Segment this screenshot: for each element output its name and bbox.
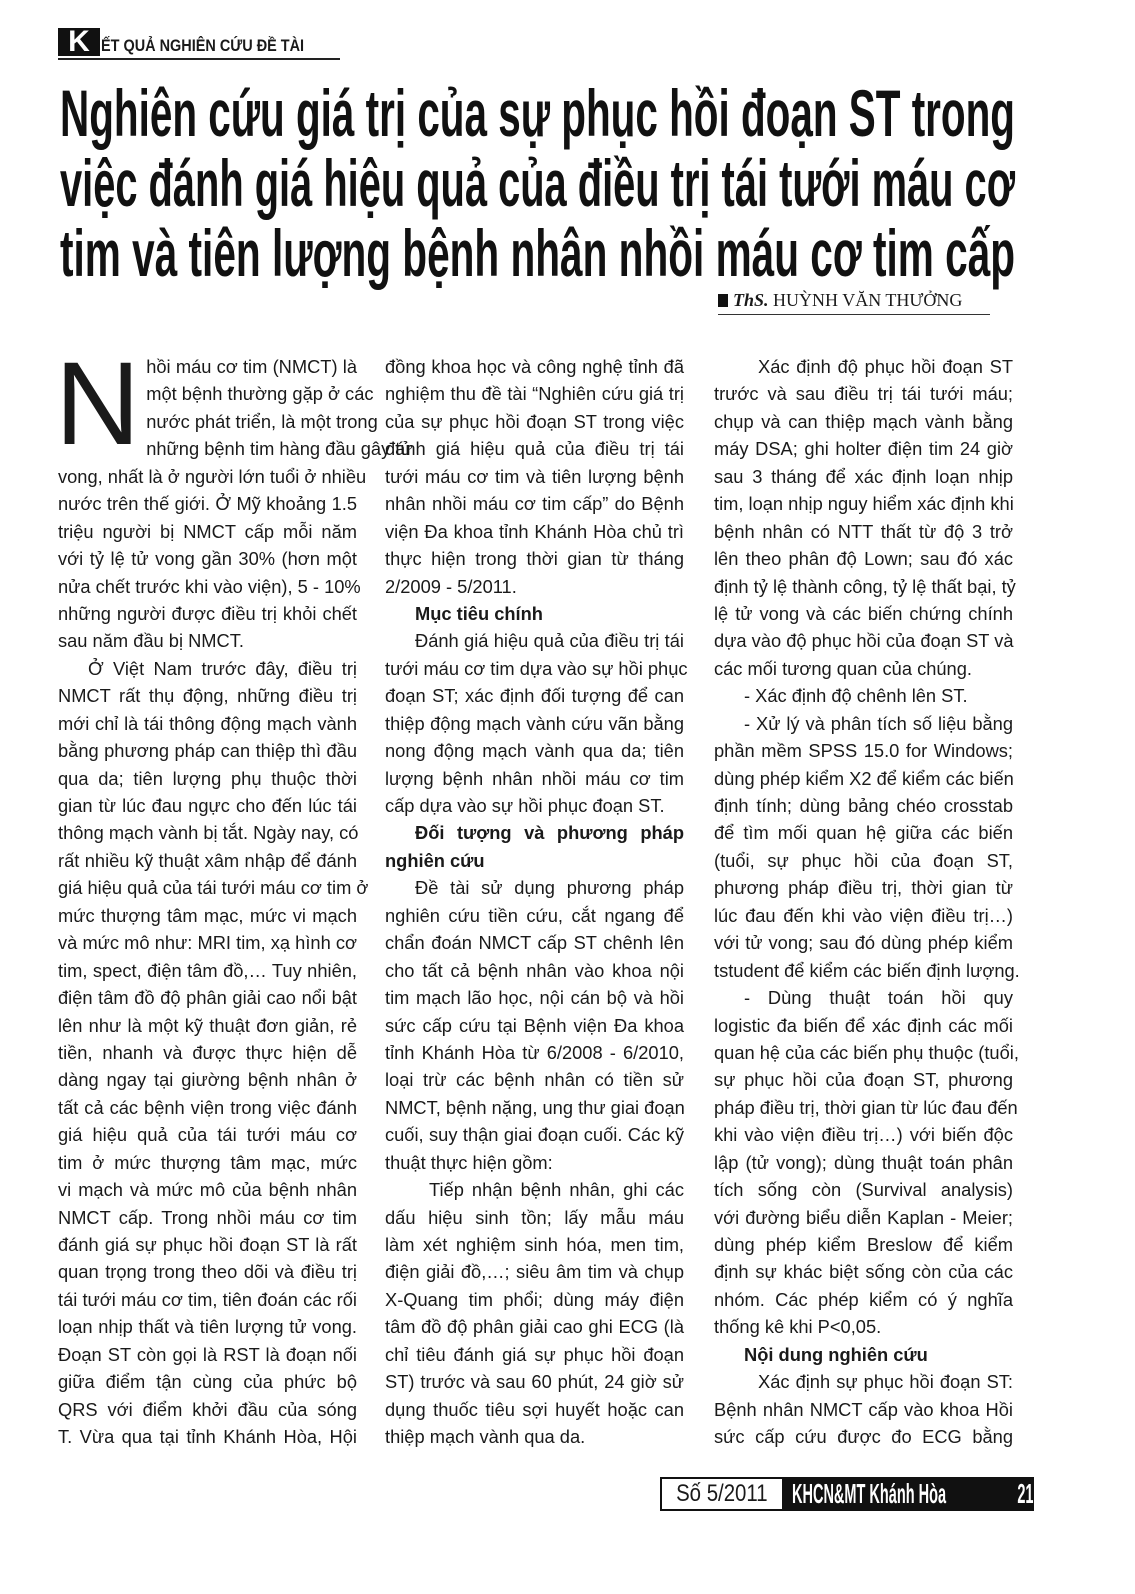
- text-line: thông mạch vành bị tắt. Ngày nay, có: [58, 822, 359, 844]
- text-line: quan trọng trong theo dõi và điều trị: [58, 1261, 357, 1283]
- text-column-2: [385, 353, 688, 1451]
- text-line: (tuổi, sự phục hồi của đoạn ST,: [714, 849, 1013, 871]
- text-line: NMCT rất thụ động, những điều trị: [58, 685, 357, 707]
- text-line: tstudent để kiểm các biến định lượng.: [714, 959, 1020, 981]
- text-line: và mức mô như: MRI tim, xạ hình cơ: [58, 932, 357, 954]
- text-line: NMCT, bệnh nặng, ung thư giai đoạn: [385, 1096, 685, 1118]
- paragraph: [714, 984, 1019, 1341]
- text-line: thiệp động mạch vành cứu vãn bằng: [385, 712, 684, 734]
- text-line: nhóm. Các phép kiểm có ý nghĩa: [714, 1288, 1013, 1310]
- text-column-3: [714, 353, 1020, 1451]
- text-line: Đoạn ST còn gọi là RST là đoạn nối: [58, 1343, 357, 1365]
- text-line: với tử vong; sau đó dùng phép kiểm: [714, 932, 1013, 954]
- text-line: sự phục hồi của đoạn ST, phương: [714, 1069, 1013, 1091]
- text-line: điện giải đồ,…; siêu âm tim và chụp: [385, 1261, 684, 1283]
- text-line: Xác định độ phục hồi đoạn ST: [758, 356, 1013, 377]
- paragraph: [55, 338, 413, 655]
- text-line: phương pháp điều trị, thời gian từ: [714, 877, 1013, 899]
- text-line: tâm đồ độ phân giải cao ghi ECG (là: [385, 1316, 684, 1338]
- square-bullet-icon: [718, 294, 728, 307]
- text-line: hồi máu cơ tim (NMCT) là: [146, 356, 357, 377]
- text-line: nửa chết trước khi vào viện), 5 - 10%: [58, 575, 361, 597]
- text-line: nghiên cứu tiền cứu, cắt ngang để: [385, 904, 684, 926]
- text-line: lệ tử vong và các biến chứng chính: [714, 602, 1013, 624]
- issue-label: Số 5/2011: [676, 1480, 768, 1507]
- text-line: thiệp mạch vành qua da.: [385, 1426, 586, 1448]
- text-line: nước trên thế giới. Ở Mỹ khoảng 1.5: [58, 493, 357, 515]
- text-line: nhân nhồi máu cơ tim cấp” do Bệnh: [385, 493, 684, 515]
- text-line: dụng thuốc tiêu sợi huyết hoặc can: [385, 1398, 684, 1420]
- text-line: loạn nhịp thất và tiên lượng tử vong.: [58, 1316, 357, 1338]
- text-line: tim ở mức thượng tâm mạc, mức: [58, 1151, 357, 1173]
- text-line: loại trừ các bệnh nhân có tiền sử: [385, 1069, 684, 1091]
- text-line: khi vào viện điều trị…) với biến độc: [714, 1124, 1013, 1146]
- text-line: đồng khoa học và công nghệ tỉnh đã: [385, 356, 684, 377]
- text-line: Nội dung nghiên cứu: [744, 1343, 928, 1365]
- text-line: của sự phục hồi đoạn ST trong việc: [385, 410, 684, 432]
- text-line: logistic đa biến để xác định các mối: [714, 1014, 1013, 1036]
- magazine-name: KHCN&MT Khánh Hòa: [791, 1478, 946, 1509]
- text-line: triệu người bị NMCT cấp mỗi năm: [58, 520, 357, 542]
- page-number: 21: [1016, 1478, 1033, 1509]
- text-line: các mối tương quan của chúng.: [714, 657, 972, 679]
- text-line: gian từ lúc đau ngực cho đến lúc tái: [58, 795, 357, 816]
- text-line: Tiếp nhận bệnh nhân, ghi các: [429, 1179, 684, 1201]
- section-heading: [385, 600, 684, 627]
- text-line: NMCT cấp. Trong nhồi máu cơ tim: [58, 1206, 357, 1228]
- text-line: chụp và can thiệp mạch vành bằng: [714, 410, 1013, 432]
- section-heading: [714, 1341, 1013, 1368]
- text-line: tái tưới máu cơ tim, tiên đoán các rối: [58, 1288, 357, 1310]
- text-line: tích sống còn (Survival analysis): [714, 1179, 1013, 1201]
- text-line: làm xét nghiệm sinh hóa, men tim,: [385, 1234, 684, 1255]
- text-column-1: [55, 338, 413, 1451]
- section-heading: [385, 819, 684, 874]
- text-line: định tỷ lệ thành công, tỷ lệ thất bại, tỷ: [714, 575, 1016, 597]
- text-line: viện Đa khoa tỉnh Khánh Hòa chủ trì: [385, 520, 684, 542]
- section-label: ẾT QUẢ NGHIÊN CỨU ĐỀ TÀI: [101, 36, 305, 55]
- text-line: X-Quang tim phổi; dùng máy điện: [385, 1288, 684, 1310]
- text-line: đánh giá sự phục hồi đoạn ST là rất: [58, 1234, 357, 1255]
- text-line: đoạn ST; xác định đối tượng để can: [385, 685, 684, 707]
- text-line: quan hệ của các biến phụ thuộc (tuổi,: [714, 1041, 1019, 1063]
- title-line: tim và tiên lượng bệnh nhân nhồi máu cơ tim cấp: [60, 216, 1015, 290]
- text-line: những người được điều trị khỏi chết: [58, 602, 357, 624]
- text-line: điện tâm đồ độ phân giải cao nổi bật: [58, 987, 357, 1009]
- text-line: Đối tượng và phương pháp: [415, 822, 684, 844]
- text-line: phần mềm SPSS 15.0 for Windows;: [714, 740, 1013, 762]
- text-line: giá hiệu quả của tái tưới máu cơ: [58, 1124, 357, 1146]
- section-initial: K: [58, 28, 100, 56]
- paragraph: [385, 627, 688, 819]
- text-line: chỉ tiêu đánh giá sự phục hồi đoạn: [385, 1343, 684, 1365]
- paragraph: [714, 1368, 1013, 1450]
- text-line: tất cả các bệnh viện trong việc đánh: [58, 1096, 357, 1118]
- text-line: vi mạch và mức mô của bệnh nhân: [58, 1179, 357, 1201]
- paragraph: [58, 655, 369, 1451]
- paragraph: [385, 1176, 684, 1450]
- text-line: thực hiện trong thời gian từ tháng: [385, 548, 684, 570]
- text-line: sau 3 tháng để xác định loạn nhịp: [714, 465, 1013, 487]
- text-line: - Xác định độ chênh lên ST.: [744, 685, 968, 707]
- text-line: tim mạch lão học, nội cán bộ và hồi: [385, 987, 684, 1009]
- text-line: - Xử lý và phân tích số liệu bằng: [744, 712, 1013, 734]
- text-line: để tìm mối quan hệ giữa các biến: [714, 822, 1013, 844]
- paragraph: [714, 682, 1013, 709]
- text-line: chẩn đoán NMCT cấp ST chênh lên: [385, 932, 684, 954]
- text-line: dấu hiệu sinh tồn; lấy mẫu máu: [385, 1206, 684, 1228]
- author-name: HUỲNH VĂN THƯỞNG: [773, 290, 963, 310]
- paragraph: [385, 353, 684, 600]
- text-line: Đề tài sử dụng phương pháp: [415, 877, 684, 899]
- text-line: tưới máu cơ tim và tiên lượng bệnh: [385, 465, 684, 487]
- text-line: dàng ngay tại giường bệnh nhân ở: [58, 1069, 357, 1091]
- text-line: dùng phép kiểm Breslow để kiểm: [714, 1234, 1013, 1255]
- issue-number: [660, 1477, 784, 1511]
- text-line: mới chỉ là tái thông động mạch vành: [58, 712, 357, 734]
- text-line: vong, nhất là ở người lớn tuổi ở nhiều: [58, 465, 367, 487]
- text-line: cấp dựa vào sự hồi phục đoạn ST.: [385, 795, 665, 816]
- text-line: định sự khác biệt sống còn của các: [714, 1261, 1013, 1283]
- text-line: cuối, suy thận giai đoạn cuối. Các kỹ: [385, 1124, 684, 1146]
- article-title: [60, 78, 1020, 288]
- drop-cap: N: [55, 338, 141, 470]
- text-line: dựa vào độ phục hồi của đoạn ST và: [714, 630, 1014, 652]
- text-line: sức cấp cứu tại Bệnh viện Đa khoa: [385, 1014, 684, 1036]
- text-line: tiền, nhanh và được thực hiện dễ: [58, 1041, 357, 1063]
- magazine-banner: [784, 1477, 1034, 1511]
- section-header: [58, 25, 340, 60]
- text-line: nong động mạch vành qua da; tiên: [385, 740, 684, 762]
- text-line: Xác định sự phục hồi đoạn ST:: [758, 1371, 1013, 1393]
- text-line: bệnh nhân có NTT thất từ độ 3 trở: [714, 520, 1013, 542]
- text-line: lập (tử vong); dùng thuật toán phân: [714, 1151, 1013, 1173]
- text-line: dùng phép kiểm X2 để kiểm các biến: [714, 767, 1014, 789]
- text-line: với đường biểu diễn Kaplan - Meier;: [714, 1206, 1013, 1228]
- paragraph: [385, 874, 684, 1176]
- text-line: ST) trước và sau 60 phút, 24 giờ sử: [385, 1371, 684, 1393]
- text-line: máy DSA; ghi holter điện tim 24 giờ: [714, 438, 1013, 460]
- text-line: qua da; tiên lượng phụ thuộc thời: [58, 767, 357, 789]
- text-line: Bệnh nhân NMCT cấp vào khoa Hồi: [714, 1398, 1013, 1420]
- text-line: mức thượng tâm mạc, mức vi mạch: [58, 904, 357, 926]
- text-line: Ở Việt Nam trước đây, điều trị: [88, 657, 357, 679]
- text-line: đánh giá hiệu quả của điều trị tái: [385, 438, 684, 460]
- text-line: những bệnh tim hàng đầu gây tử: [146, 438, 413, 460]
- text-line: một bệnh thường gặp ở các: [146, 383, 374, 405]
- paragraph: [714, 353, 1016, 682]
- text-line: Đánh giá hiệu quả của điều trị tái: [415, 630, 684, 652]
- text-line: nước phát triển, là một trong: [146, 410, 378, 432]
- text-line: Mục tiêu chính: [415, 602, 543, 624]
- text-line: giữa điểm tận cùng của phức bộ: [58, 1371, 357, 1393]
- text-line: tim, spect, điện tâm đồ,… Tuy nhiên,: [58, 959, 357, 981]
- author-byline: [718, 290, 990, 315]
- text-line: tỉnh Khánh Hòa từ 6/2008 - 6/2010,: [385, 1041, 684, 1063]
- text-line: giá hiệu quả của tái tưới máu cơ tim ở: [58, 877, 369, 899]
- author-degree: ThS.: [733, 290, 769, 310]
- text-line: thuật thực hiện gồm:: [385, 1151, 553, 1173]
- text-line: cho tất cả bệnh nhân vào khoa nội: [385, 959, 684, 981]
- text-line: lúc đau đến khi vào viện điều trị…): [714, 904, 1013, 926]
- title-line: Nghiên cứu giá trị của sự phục hồi đoạn ST trong: [60, 76, 1015, 150]
- text-line: nghiệm thu đề tài “Nghiên cứu giá trị: [385, 383, 684, 405]
- text-line: thống kê khi P<0,05.: [714, 1316, 882, 1338]
- text-line: nghiên cứu: [385, 849, 485, 871]
- text-line: lên theo phân độ Lown; sau đó xác: [714, 548, 1013, 570]
- text-line: định tính; dùng bảng chéo crosstab: [714, 795, 1013, 816]
- text-line: sau năm đầu bị NMCT.: [58, 630, 244, 652]
- title-line: việc đánh giá hiệu quả của điều trị tái tưới máu cơ: [60, 146, 1015, 220]
- text-line: sức cấp cứu được đo ECG bằng: [714, 1426, 1013, 1448]
- text-line: rất nhiều kỹ thuật xâm nhập để đánh: [58, 849, 357, 871]
- text-line: lên như là một kỹ thuật đơn giản, rẻ: [58, 1014, 357, 1036]
- text-line: với tỷ lệ tử vong gần 30% (hơn một: [58, 548, 357, 570]
- text-line: QRS với điểm khởi đầu của sóng: [58, 1398, 357, 1420]
- text-line: trước và sau điều trị tái tưới máu;: [714, 383, 1013, 405]
- paragraph: [714, 710, 1020, 984]
- text-line: tim, loạn nhịp nguy hiểm xác định khi: [714, 493, 1014, 515]
- page-footer: [660, 1477, 1034, 1511]
- text-line: pháp điều trị, thời gian từ lúc đau đến: [714, 1096, 1018, 1118]
- text-line: - Dùng thuật toán hồi quy: [744, 987, 1013, 1009]
- text-line: tưới máu cơ tim dựa vào sự hồi phục: [385, 657, 688, 679]
- text-line: lượng bệnh nhân nhồi máu cơ tim: [385, 767, 684, 789]
- text-line: bằng phương pháp can thiệp thì đầu: [58, 740, 357, 762]
- text-line: T. Vừa qua tại tỉnh Khánh Hòa, Hội: [58, 1426, 357, 1448]
- text-line: 2/2009 - 5/2011.: [385, 575, 517, 597]
